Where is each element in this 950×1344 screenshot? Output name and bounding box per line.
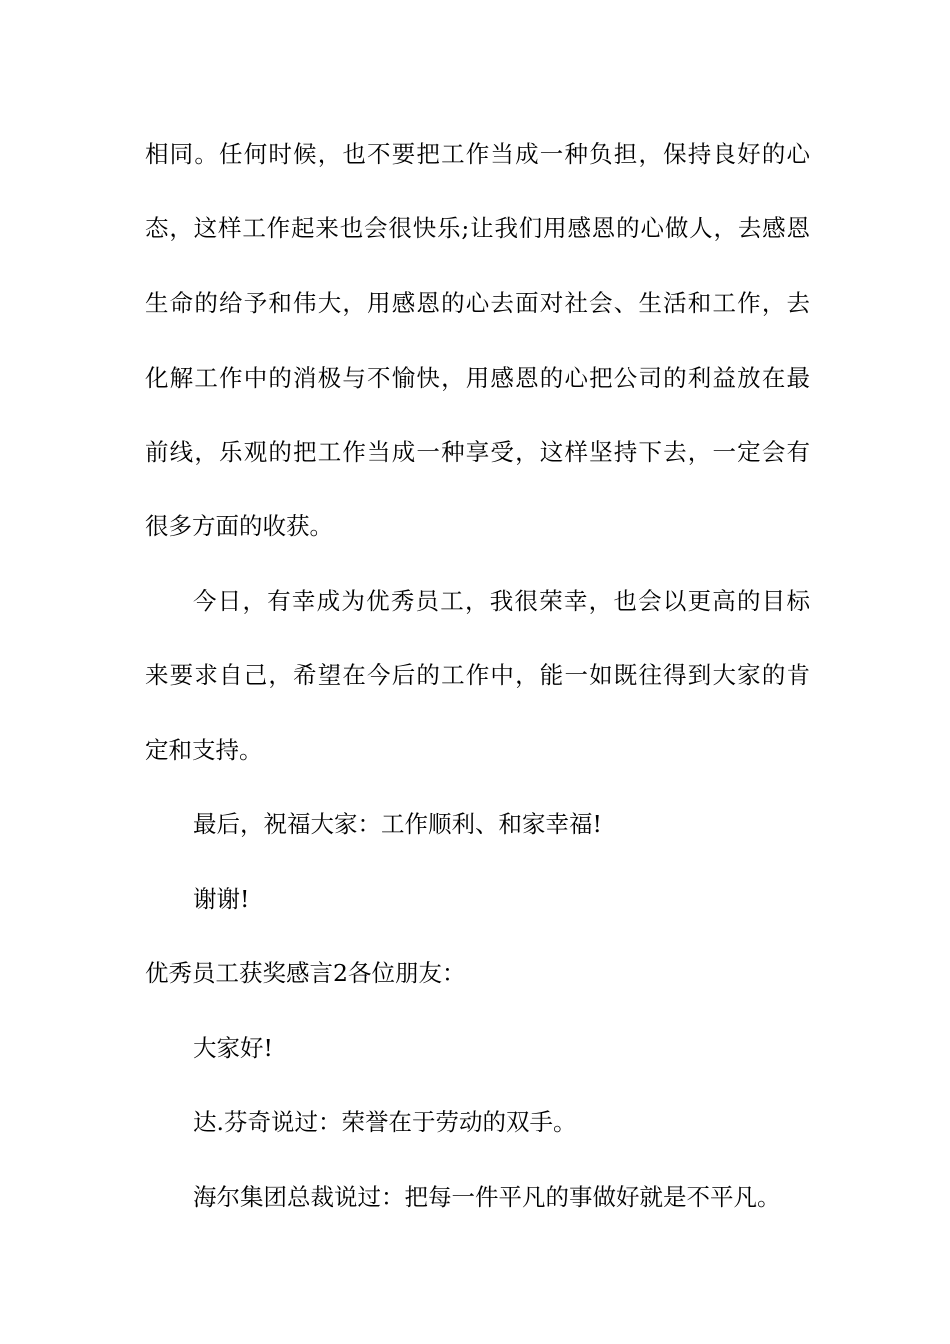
text-line: 定和支持。 [145,736,263,764]
text-line: 来要求自己，希望在今后的工作中，能一如既往得到大家的肯 [145,661,810,689]
text-line: 谢谢! [193,885,250,913]
text-line: 态，这样工作起来也会很快乐;让我们用感恩的心做人，去感恩 [145,214,810,242]
text-line: 海尔集团总裁说过：把每一件平凡的事做好就是不平凡。 [193,1183,781,1211]
text-line: 生命的给予和伟大，用感恩的心去面对社会、生活和工作，去 [145,289,810,317]
section-heading: 优秀员工获奖感言2各位朋友： [145,959,466,987]
text-line: 化解工作中的消极与不愉快，用感恩的心把公司的利益放在最 [145,364,810,392]
text-line: 最后，祝福大家：工作顺利、和家幸福! [193,810,602,838]
text-line: 大家好! [193,1034,273,1062]
text-line: 今日，有幸成为优秀员工，我很荣幸，也会以更高的目标 [193,587,810,615]
text-line: 前线，乐观的把工作当成一种享受，这样坚持下去，一定会有 [145,438,810,466]
text-line: 很多方面的收获。 [145,512,333,540]
text-line: 相同。任何时候，也不要把工作当成一种负担，保持良好的心 [145,140,810,168]
text-line: 达.芬奇说过：荣誉在于劳动的双手。 [193,1108,577,1136]
